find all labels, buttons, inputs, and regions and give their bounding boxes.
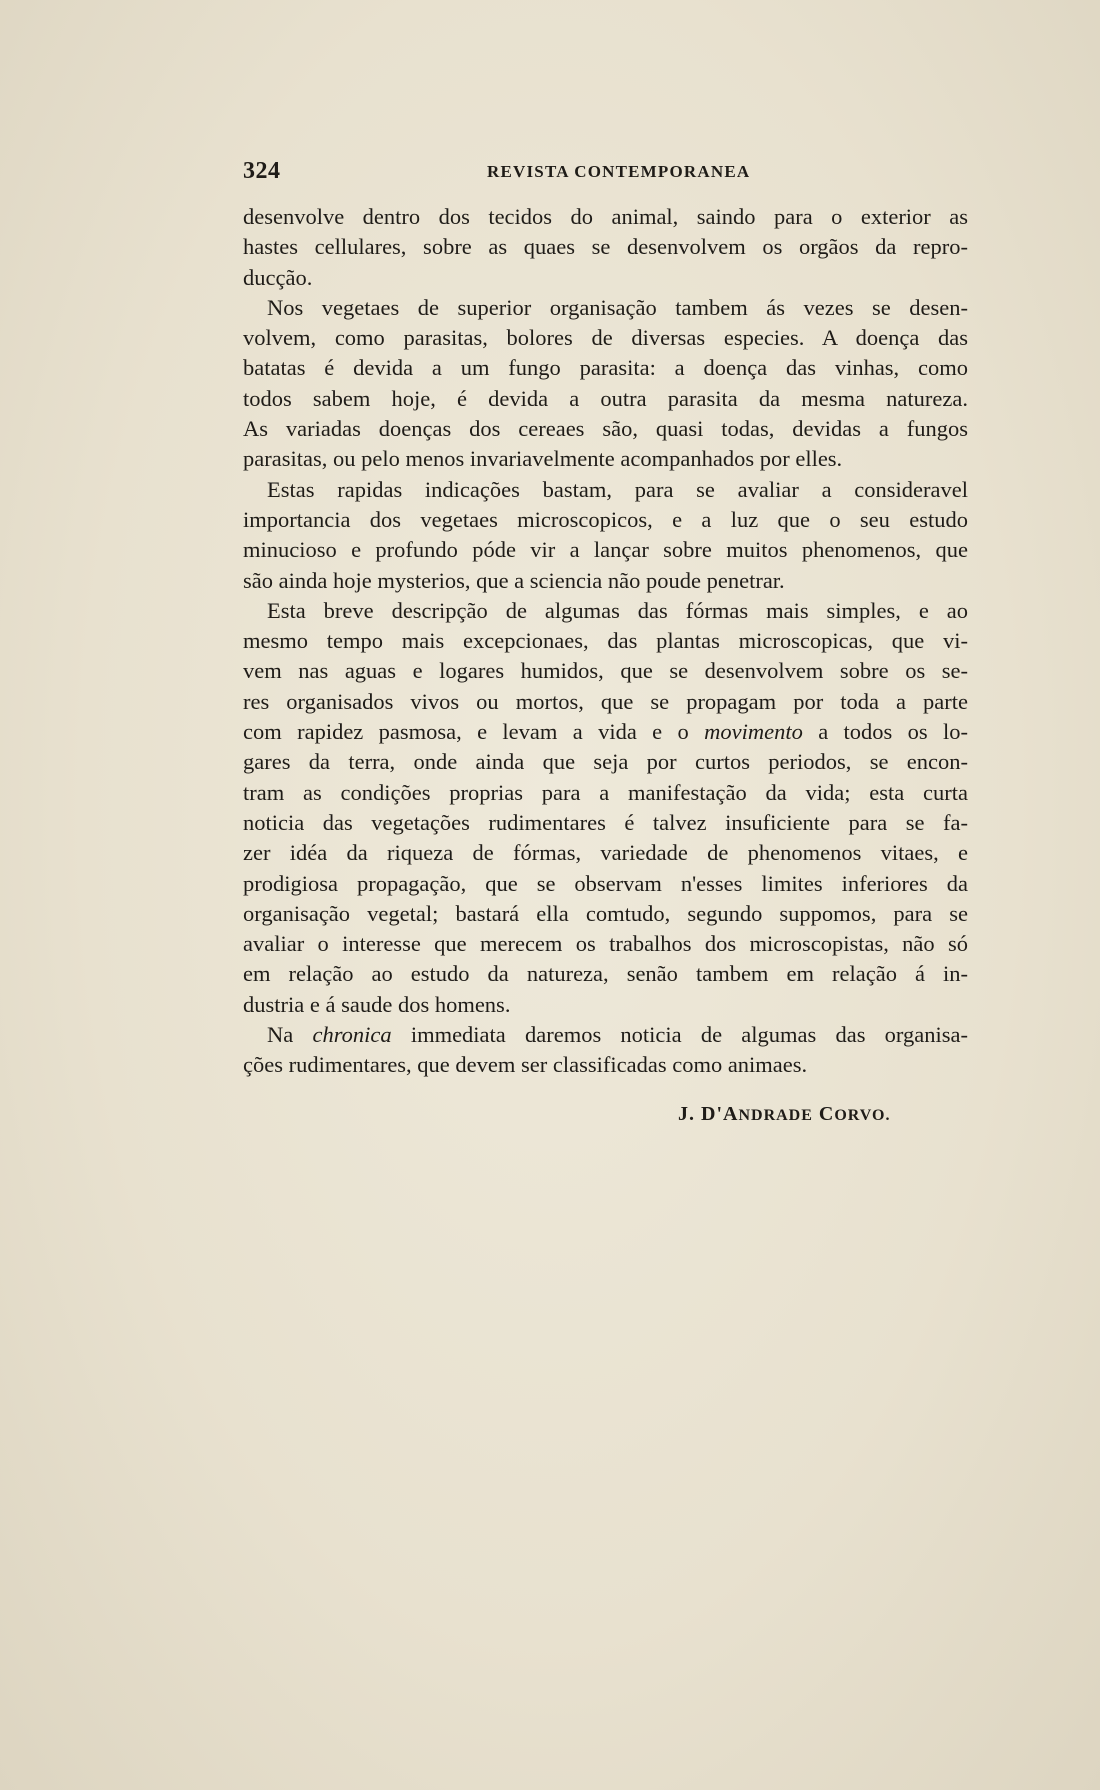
text-line: desenvolve dentro dos tecidos do animal, saindo para o exterior as [243, 204, 968, 229]
italic-term: chronica [312, 1022, 392, 1048]
text-line: As variadas doenças dos cereaes são, quasi todas, devidas a fungos [243, 416, 968, 442]
running-head: REVISTA CONTEMPORANEA [487, 162, 751, 181]
text-line: volvem, como parasitas, bolores de diversas especies. A doença das [243, 325, 968, 351]
text-line: mesmo tempo mais excepcionaes, das plantas microscopicas, que vi- [243, 628, 968, 654]
text-line: dustria e á saude dos homens. [243, 991, 511, 1017]
text-line: ducção. [243, 264, 313, 290]
text-line: tram as condições proprias para a manifestação da vida; esta curta [243, 779, 968, 805]
signature-prefix-rest: NDRADE [738, 1107, 813, 1124]
text-line: importancia dos vegetaes microscopicos, e a luz que o seu estudo [243, 506, 968, 532]
italic-term: movimento [704, 719, 803, 745]
text-line: vem nas aguas e logares humidos, que se desenvolvem sobre os se- [243, 658, 968, 684]
text-line: são ainda hoje mysterios, que a sciencia não poude penetrar. [243, 567, 785, 593]
text-line [243, 1020, 968, 1050]
text-line: todos sabem hoje, é devida a outra parasita da mesma natureza. [243, 385, 968, 411]
text-line: noticia das vegetações rudimentares é talvez insuficiente para se fa- [243, 809, 968, 835]
page-number: 324 [243, 158, 281, 184]
text-line: hastes cellulares, sobre as quaes se desenvolvem os orgãos da repro- [243, 234, 968, 260]
text-line: em relação ao estudo da natureza, senão tambem em relação á in- [243, 961, 968, 987]
signature-prefix: D'A [701, 1103, 739, 1125]
text-line: gares da terra, onde ainda que seja por curtos periodos, se encon- [243, 749, 968, 775]
text-line: res organisados vivos ou mortos, que se propagam por toda a parte [243, 688, 968, 714]
text-line: Esta breve descripção de algumas das fórmas mais simples, e ao [267, 597, 968, 623]
text-line: zer idéa da riqueza de fórmas, variedade de phenomenos vitaes, e [243, 840, 968, 866]
article-body [243, 202, 968, 1081]
text-line: minucioso e profundo póde vir a lançar sobre muitos phenomenos, que [243, 537, 968, 563]
signature-initial: J. [678, 1103, 701, 1125]
author-signature [678, 1103, 890, 1126]
text-line: Estas rapidas indicações bastam, para se avaliar a consideravel [267, 476, 968, 502]
text-line: parasitas, ou pelo menos invariavelmente acompanhados por elles. [243, 446, 843, 472]
text-line: batatas é devida a um fungo parasita: a doença das vinhas, como [243, 355, 968, 381]
text-segment: Na [267, 1022, 313, 1048]
text-segment: a todos os lo- [802, 719, 968, 745]
text-line: prodigiosa propagação, que se observam n'esses limites inferiores da [243, 870, 968, 896]
text-line: avaliar o interesse que merecem os trabalhos dos microscopistas, não só [243, 931, 968, 957]
signature-surname-initial: C [812, 1103, 835, 1125]
text-segment: immediata daremos noticia de algumas das organisa- [391, 1022, 968, 1048]
text-segment: com rapidez pasmosa, e levam a vida e o [243, 719, 705, 745]
text-line: Nos vegetaes de superior organisação tambem ás vezes se desen- [267, 294, 968, 320]
text-line: ções rudimentares, que devem ser classificadas como animaes. [243, 1052, 808, 1078]
signature-surname-rest: ORVO. [834, 1107, 891, 1124]
text-line [243, 717, 968, 747]
page-header [243, 158, 968, 188]
text-line: organisação vegetal; bastará ella comtudo, segundo suppomos, para se [243, 900, 968, 926]
